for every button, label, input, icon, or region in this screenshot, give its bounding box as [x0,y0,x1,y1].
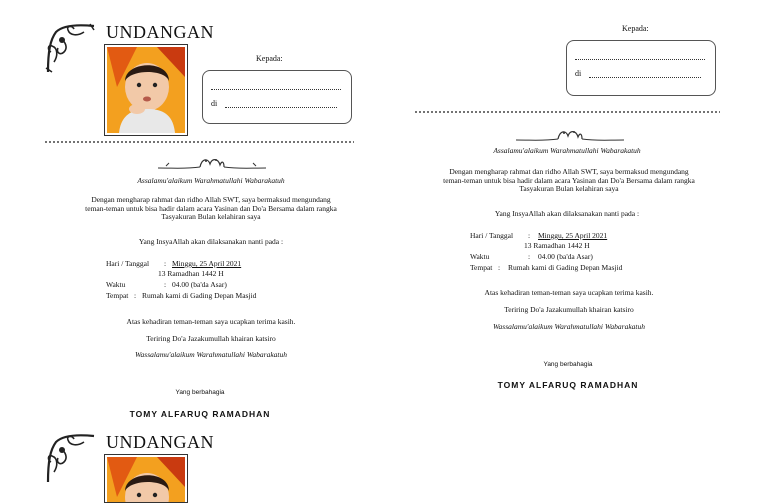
salam-closing: Wassalamu'alaikum Warahmatullahi Wabarakatuh [134,350,288,359]
intro-text [38,196,384,222]
intro-line-2: teman-teman untuk bisa hadir dalam acara Yasinan dan Do'a Bersama dalam rangka [85,203,337,213]
thanks-text: Atas kehadiran teman-teman saya ucapkan terima kasih. [484,288,654,297]
intro-line-1: Dengan mengharap rahmat dan ridho Allah SWT, saya bermaksud mengundang [449,167,689,176]
recipient-address-label: di [575,69,582,78]
tempat-label: Tempat [106,291,129,300]
cut-separator [44,141,354,143]
thanks-text: Atas kehadiran teman-teman saya ucapkan terima kasih. [126,317,296,326]
recipient-label: Kepada: [622,24,649,33]
recipient-label: Kepada: [256,54,283,63]
cut-separator [414,111,720,113]
waktu-colon: : [528,252,531,261]
salam-closing: Wassalamu'alaikum Warahmatullahi Wabarakatuh [492,322,646,331]
recipient-box[interactable] [566,40,716,96]
waktu-label: Waktu [106,280,126,289]
intro-line-2: teman-teman untuk bisa hadir dalam acara Yasinan dan Do'a Bersama dalam rangka [443,175,695,185]
intro-text [396,168,742,194]
intro-line-3: Tasyakuran Bulan kelahiran saya [161,212,261,221]
calligraphy-icon [156,156,268,172]
child-photo [104,44,188,136]
corner-ornament-icon [44,22,98,76]
schedule-intro: Yang InsyaAllah akan dilaksanakan nanti pada : [138,237,284,246]
recipient-name-line [211,89,341,90]
waktu-value: 04.00 (ba'da Asar) [538,252,593,261]
sender-name: TOMY ALFARUQ RAMADHAN [129,409,271,419]
child-photo-bottom [104,454,188,503]
waktu-colon: : [164,280,167,289]
hari-colon: : [164,259,167,268]
tempat-value: Rumah kami di Gading Depan Masjid [142,291,257,300]
invitation-title-bottom: UNDANGAN [106,432,214,452]
sender-name: TOMY ALFARUQ RAMADHAN [497,380,639,390]
sender-label: Yang berbahagia [543,361,593,368]
hari-value: Minggu, 25 April 2021 [538,231,608,240]
child-photo-image [107,457,185,503]
recipient-address-line [225,107,337,108]
salam-opening: Assalamu'alaikum Warahmatullahi Wabarakatuh [137,176,285,185]
hijri-date: 13 Ramadhan 1442 H [158,269,224,278]
waktu-label: Waktu [470,252,490,261]
hari-colon: : [528,231,531,240]
recipient-address-label: di [211,99,218,108]
salam-opening: Assalamu'alaikum Warahmatullahi Wabarakatuh [493,146,641,155]
recipient-name-line [575,59,705,60]
hijri-date: 13 Ramadhan 1442 H [524,241,590,250]
hari-label: Hari / Tanggal [106,259,150,268]
tempat-label: Tempat [470,263,493,272]
doa-text: Teriring Do'a Jazakumullah khairan katsiro [146,334,276,343]
recipient-address-line [589,77,701,78]
hari-label: Hari / Tanggal [470,231,514,240]
waktu-value: 04.00 (ba'da Asar) [172,280,227,289]
tempat-value: Rumah kami di Gading Depan Masjid [508,263,623,272]
intro-line-3: Tasyakuran Bulan kelahiran saya [519,184,619,193]
calligraphy-icon [514,128,626,144]
intro-line-1: Dengan mengharap rahmat dan ridho Allah SWT, saya bermaksud mengundang [91,195,331,204]
child-photo-image [107,47,185,133]
corner-ornament-icon [44,432,98,486]
recipient-box[interactable] [202,70,352,124]
doa-text: Teriring Do'a Jazakumullah khairan katsiro [504,305,634,314]
sender-label: Yang berbahagia [175,389,225,396]
invitation-title: UNDANGAN [106,22,214,42]
hari-value: Minggu, 25 April 2021 [172,259,242,268]
tempat-colon: : [134,291,137,300]
tempat-colon: : [498,263,501,272]
schedule-intro: Yang InsyaAllah akan dilaksanakan nanti pada : [494,209,640,218]
